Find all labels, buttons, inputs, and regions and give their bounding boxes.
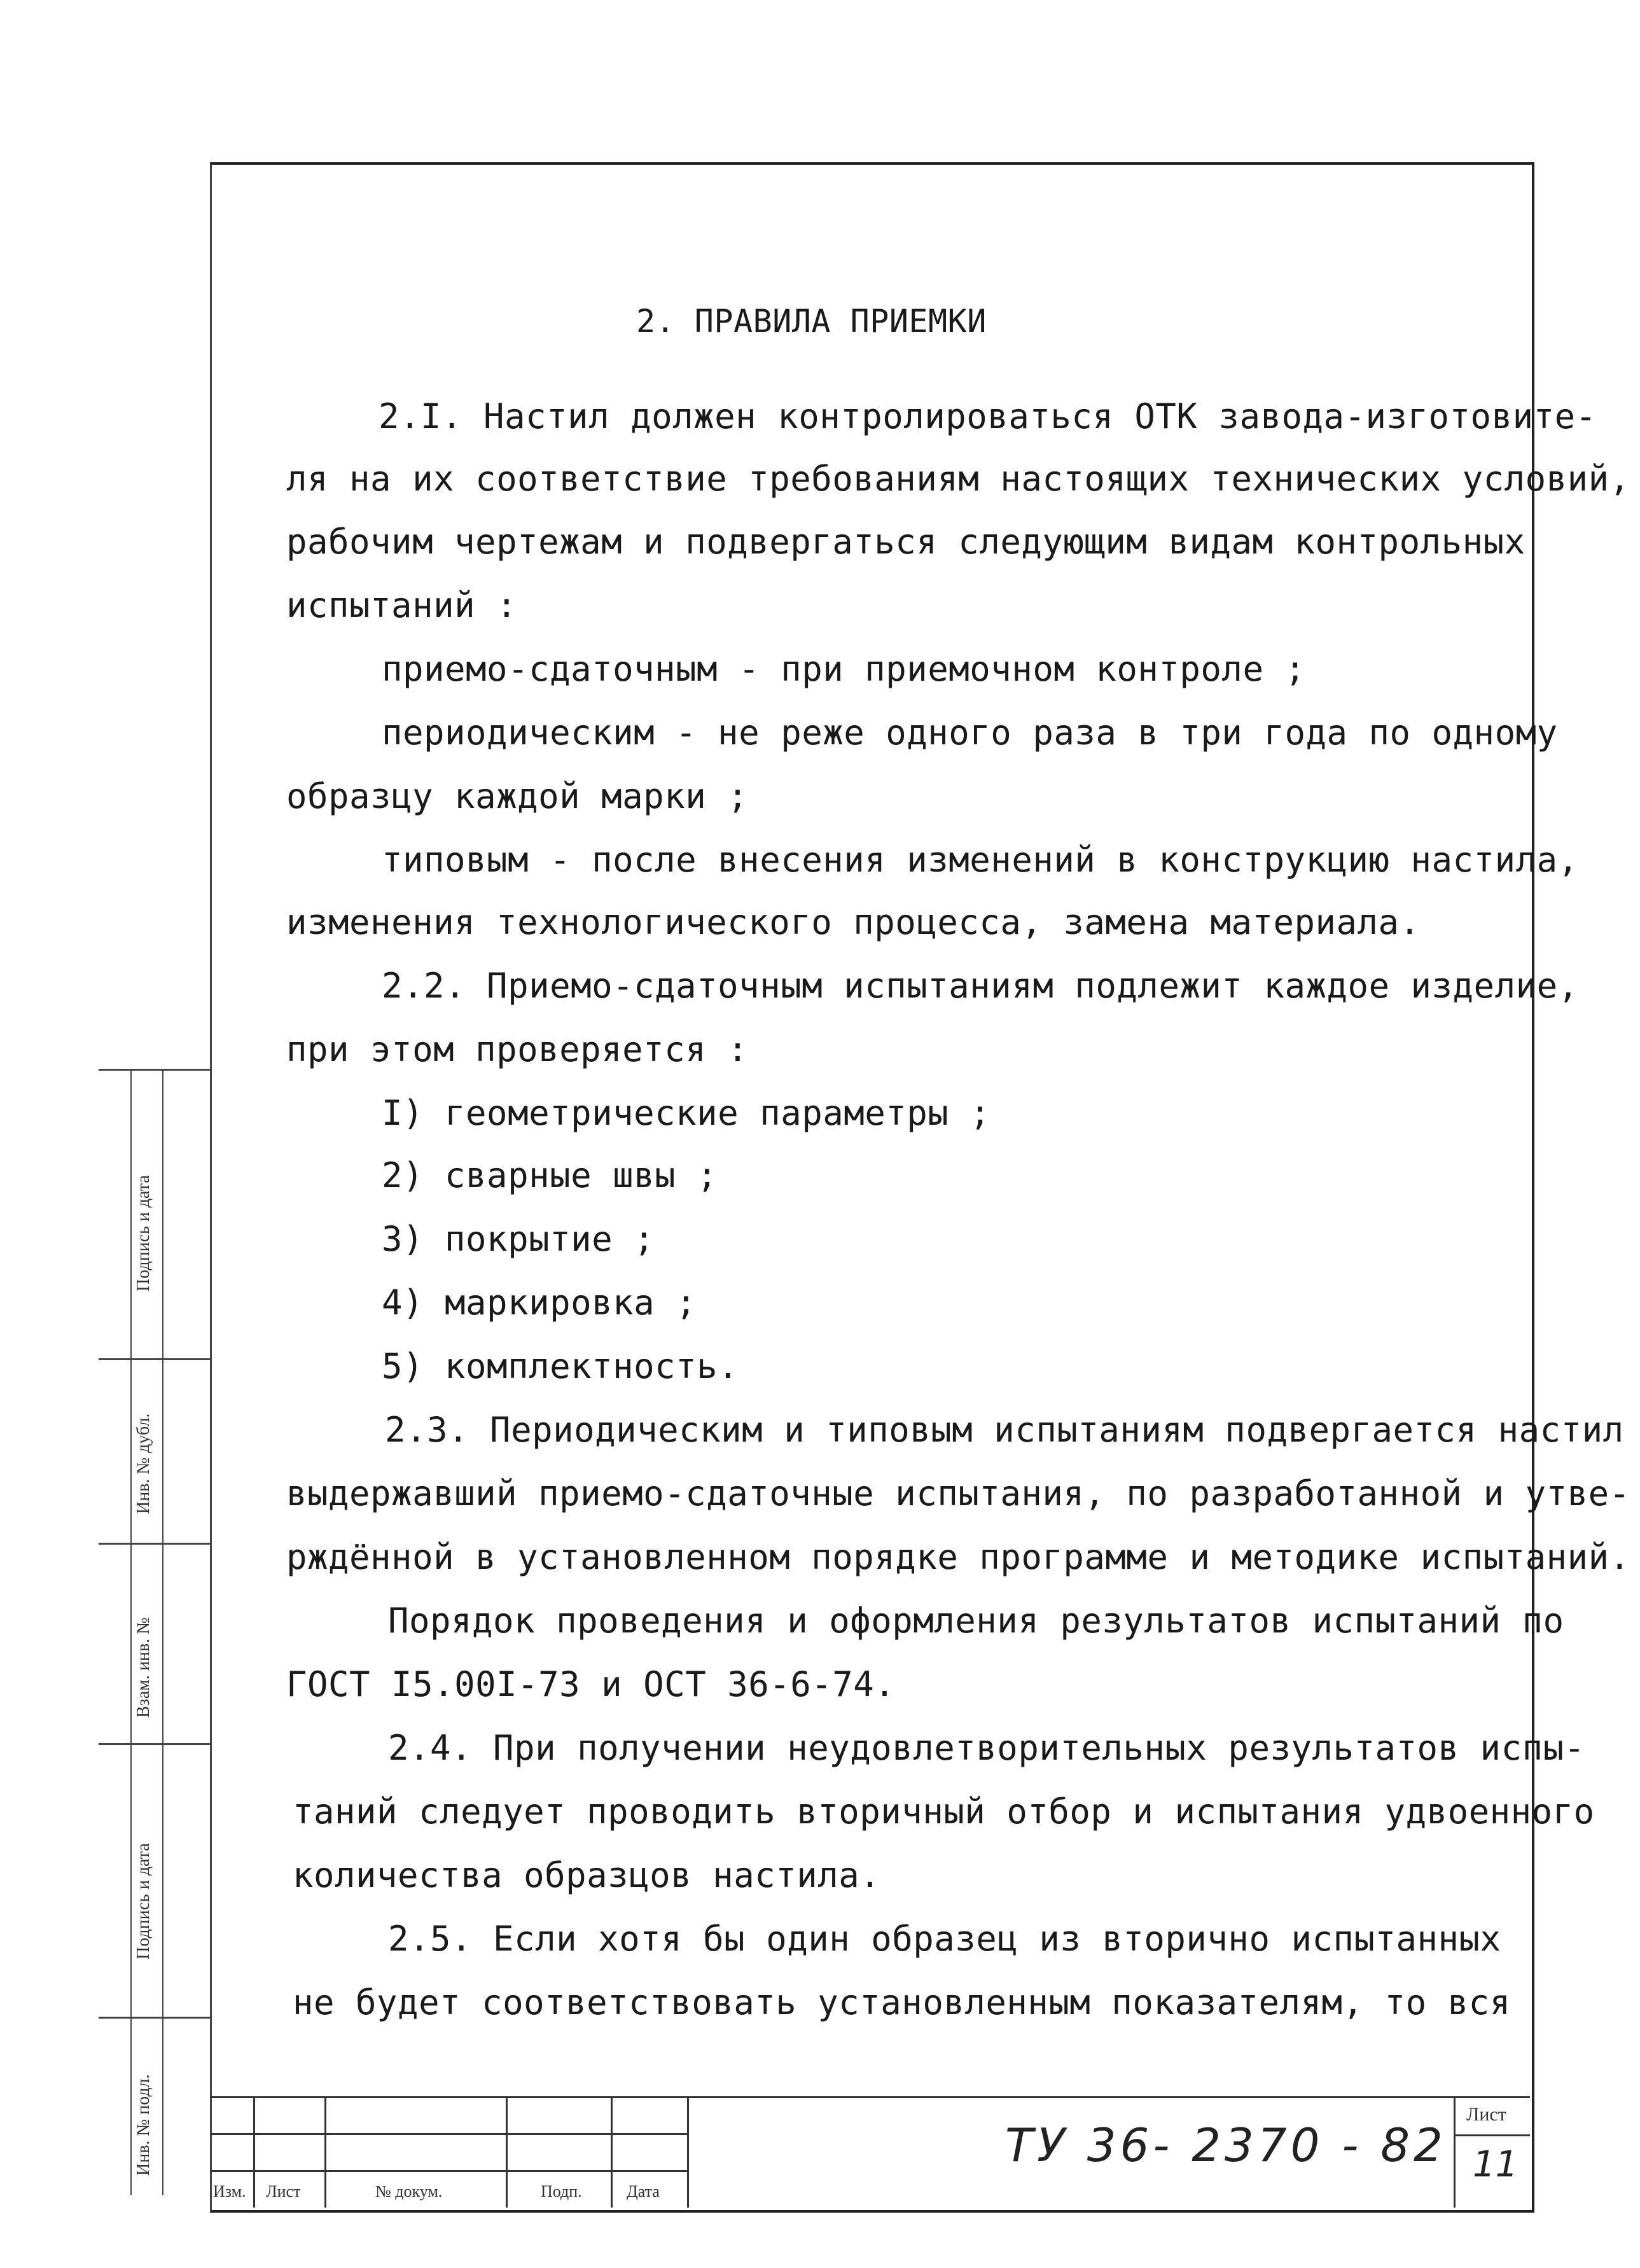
stamp-divider: [99, 1358, 210, 1360]
stamp-divider: [99, 1743, 210, 1745]
paragraph-line: 2.I. Настил должен контролироваться ОТК завода-изготовите-: [379, 396, 1597, 436]
title-block-border: [324, 2096, 326, 2208]
paragraph-line: ля на их соответствие требованиям настоящих технических условий,: [286, 459, 1630, 499]
paragraph-line: 2.2. Приемо-сдаточным испытаниям подлежит каждое изделие,: [382, 966, 1579, 1006]
paragraph-line: изменения технологического процесса, замена материала.: [286, 902, 1421, 942]
document-number: ТУ 36- 2370 - 82: [1005, 2118, 1447, 2172]
paragraph-line: образцу каждой марки ;: [286, 776, 749, 816]
paragraph-line: не будет соответствовать установленным показателям, то вся: [293, 1982, 1511, 2022]
side-stamp: [99, 1069, 210, 2195]
paragraph-line: рабочим чертежам и подвергаться следующим видам контрольных: [286, 522, 1525, 562]
title-block-border: [1454, 2096, 1456, 2208]
paragraph-line: испытаний :: [286, 585, 518, 625]
sheet-number: 11: [1473, 2144, 1518, 2185]
stamp-label-orig-inv: Инв. № подл.: [134, 2074, 153, 2176]
title-block-border: [687, 2096, 689, 2208]
title-block-border: [506, 2096, 508, 2208]
paragraph-line: 2.4. При получении неудовлетворительных результатов испы-: [388, 1728, 1585, 1768]
paragraph-line: ГОСТ I5.00I-73 и ОСТ 36-6-74.: [286, 1664, 896, 1704]
col-date: Дата: [627, 2182, 660, 2201]
stamp-label-dup-inv: Инв. № дубл.: [134, 1413, 153, 1514]
col-doc-no: № докум.: [375, 2182, 443, 2201]
title-block-border: [253, 2096, 255, 2208]
list-item: 2) сварные швы ;: [382, 1155, 718, 1195]
paragraph-line: приемо-сдаточным - при приемочном контроле ;: [382, 649, 1306, 689]
stamp-divider: [99, 1543, 210, 1545]
list-item: 4) маркировка ;: [382, 1283, 697, 1323]
title-block-border: [611, 2096, 613, 2208]
list-item: 5) комплектность.: [382, 1346, 739, 1386]
title-block-border: [1454, 2134, 1530, 2136]
list-item: I) геометрические параметры ;: [382, 1093, 991, 1133]
title-block-border: [210, 2133, 687, 2135]
paragraph-line: 2.3. Периодическим и типовым испытаниям подвергается настил: [385, 1410, 1624, 1450]
paragraph-line: таний следует проводить вторичный отбор и испытания удвоенного: [293, 1791, 1595, 1832]
stamp-label-signature-date: Подпись и дата: [134, 1175, 153, 1291]
section-heading: 2. ПРАВИЛА ПРИЕМКИ: [636, 303, 987, 340]
stamp-label-signature-date-2: Подпись и дата: [134, 1843, 153, 1959]
title-block-border: [210, 2096, 1530, 2098]
title-block-border: [210, 2170, 687, 2172]
paragraph-line: количества образцов настила.: [293, 1855, 881, 1895]
stamp-divider: [162, 1069, 163, 2195]
stamp-divider: [99, 1069, 210, 1071]
col-change: Изм.: [213, 2182, 246, 2201]
stamp-divider: [130, 1069, 132, 2195]
stamp-divider: [99, 2017, 210, 2019]
stamp-label-replace-inv: Взам. инв. №: [134, 1617, 153, 1718]
paragraph-line: периодическим - не реже одного раза в три года по одному: [382, 713, 1558, 753]
col-sheet: Лист: [266, 2182, 301, 2201]
paragraph-line: типовым - после внесения изменений в конструкцию настила,: [382, 840, 1579, 880]
paragraph-line: выдержавший приемо-сдаточные испытания, по разработанной и утве-: [286, 1473, 1630, 1513]
paragraph-line: при этом проверяется :: [286, 1029, 749, 1069]
title-block: [210, 2096, 1530, 2208]
list-item: 3) покрытие ;: [382, 1219, 655, 1259]
paragraph-line: рждённой в установленном порядке программе и методике испытаний.: [286, 1537, 1630, 1577]
sheet-label: Лист: [1466, 2104, 1506, 2125]
paragraph-line: Порядок проведения и оформления результатов испытаний по: [388, 1601, 1564, 1641]
col-signature: Подп.: [541, 2182, 582, 2201]
paragraph-line: 2.5. Если хотя бы один образец из вторично испытанных: [388, 1919, 1501, 1959]
